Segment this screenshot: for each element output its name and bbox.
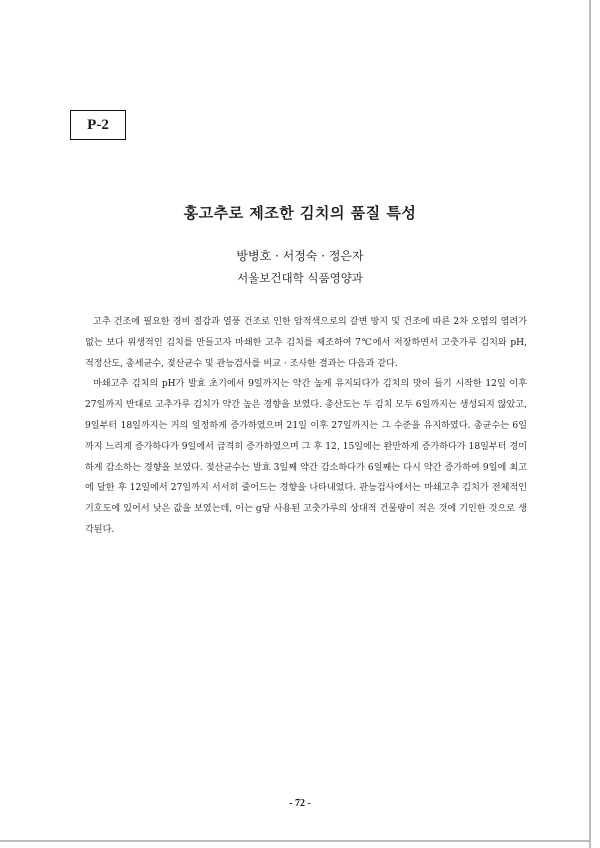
- page-number: - 72 -: [289, 798, 311, 809]
- abstract-paragraph: 고추 건조에 필요한 경비 절감과 열풍 건조로 인한 암적색으로의 갈변 방지 및 건조에 따른 2차 오염의 염려가 없는 보다 위생적인 김치를 만들고자 마쇄한 고추 김치를 제조하여 7℃에서 저장하면서 고춧가루 김치와 pH, 적정산도, 총세균수, 젖산균수 및 관능검사를 비교 · 조사한 결과는 다음과 같다.: [85, 317, 527, 369]
- author-list: 방병호 · 서정숙 · 정은자: [236, 249, 364, 263]
- abstract-paragraph: 마쇄고추 김치의 pH가 발효 초기에서 9일까지는 약간 높게 유지되다가 김치의 맛이 들기 시작한 12일 이후 27일까지 반대로 고추가루 김치가 약간 높은 경향을 보였다. 총산도는 두 김치 모두 6일까지는 생성되지 않았고, 9일부터 18일까지는 거의 일정하게 증가하였으며 21일 이후 27일까지는 그 수준을 유지하였다. 총균수는 6일까지 느리게 증가하다가 9일에서 급격히 증가하였으며 그 후 12, 15일에는 완만하게 증가하다가 18일부터 경미하게 감소하는 경향을 보였다. 젖산균수는 발효 3일째 약간 감소하다가 6일째는 다시 약간 증가하여 9일에 최고에 달한 후 12일에서 27일까지 서서히 줄어드는 경향을 나타내었다. 관능검사에서는 마쇄고추 김치가 전체적인 기호도에 있어서 낮은 값을 보였는데, 이는 g당 사용된 고춧가루의 상대적 건물량이 적은 것에 기인한 것으로 생각된다.: [85, 379, 527, 535]
- session-label: P-2: [70, 110, 126, 140]
- paper-title: 홍고추로 제조한 김치의 품질 특성: [183, 204, 417, 222]
- abstract-body: [85, 312, 527, 541]
- page-edge-bottom: [0, 840, 591, 842]
- author-affiliation: 서울보건대학 식품영양과: [237, 271, 363, 285]
- page-edge-right: [589, 0, 591, 848]
